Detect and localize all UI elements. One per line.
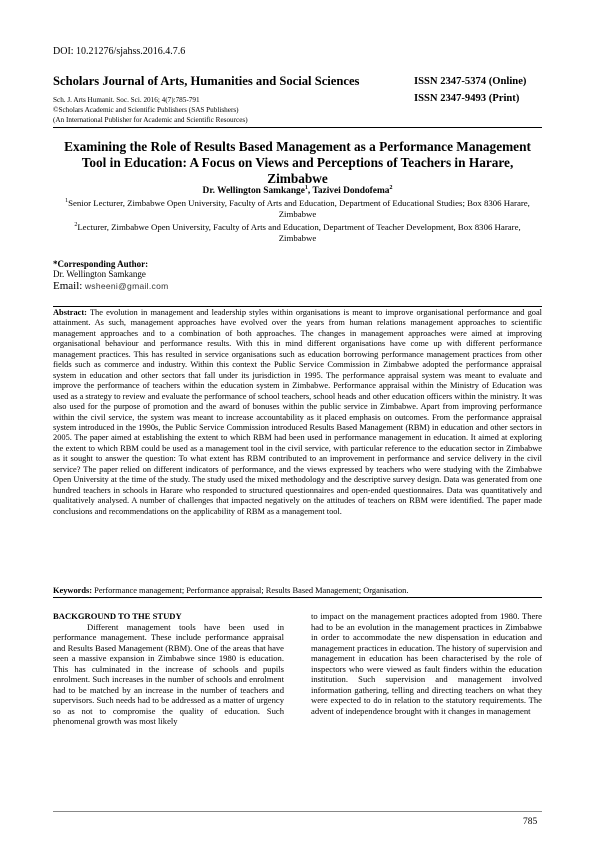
affiliation	[63, 198, 532, 220]
corresponding-author-label: *Corresponding Author:	[53, 259, 149, 269]
doi: DOI: 10.21276/sjahss.2016.4.7.6	[53, 46, 186, 57]
header-divider	[53, 127, 542, 128]
author-separator: ,	[307, 186, 313, 196]
journal-title: Scholars Journal of Arts, Humanities and Social Sciences	[53, 74, 360, 88]
keywords	[53, 586, 542, 596]
body-paragraph: to impact on the management practices adopted from 1980. There had to be an evolution in the management practices in Zimbabwe in order to accommodate the new dispensation in education and management practices in education. The history of supervision and management in education has been characterised by the role of inspectors who were viewed as fault finders within the education institution. Such supervision and management involved information gathering, telling and directing teachers on what they were expected to do in relation to the statutory requirements. The advent of independence brought with it changes in management	[311, 611, 542, 716]
abstract-text: The evolution in management and leadership styles within organisations is meant to improve organisational performance and goal attainment. As such, management approaches have evolved over the years from human relations management approaches to scientific management approaches and to a combination of both approaches. The changes in management approaches were aimed at improving organisational behaviour and performance results. With this in mind different organisations have come up with different performance management practices. This has resulted in service organisations such as education borrowing performance management practices from other fields such as commerce and industry. Within this context the Public Service Commission in Zimbabwe adopted the performance appraisal system in education and other sectors that fall under its jurisdiction in 1995. The performance appraisal system was meant to evaluate and improve the performance of teachers within the education system in Zimbabwe. Performance appraisal within the Ministry of Education was used as a strategy to review and evaluate the performance of school teachers, school heads and other education officers within the ministry. It was also used for the purpose of promotion and the award of bonuses within the public service in Zimbabwe. Apart from improving performance within the civil service, the system was meant to increase accountability as it placed emphasis on outcomes. From the performance appraisal system introduced in the 1990s, the Public Service Commission introduced Results Based Management (RBM) in education and other sectors in 2005. The paper aimed at establishing the extent to which RBM had been used in performance management in education. It aimed at exploring the extent to which RBM could be used as a management tool in the civil service, with particular reference to the education sector in Zimbabwe as it sought to answer the question: To what extent has RBM contributed to an improvement in performance and service delivery in the civil service? The paper relied on different indicators of performance, and the views expressed by teachers who were studying with the Zimbabwe Open University at the time of the study. The study used the mixed methodology and the descriptive survey design. Data was generated from one hundred teachers in schools in Harare who responded to structured questionnaires and open-ended questionnaires. Data was quantitatively and qualitatively analysed. A number of challenges that impacted negatively on the attitudes of teachers on RBM were identified. The paper made conclusions and recommendations on the applicability of RBM as a management tool.	[53, 308, 542, 516]
publisher-note: (An International Publisher for Academic and Scientific Resources)	[53, 116, 248, 124]
issn-print: ISSN 2347-9493 (Print)	[414, 93, 520, 104]
author-affiliation-mark: 1	[304, 184, 308, 191]
section-heading: BACKGROUND TO THE STUDY	[53, 611, 182, 621]
abstract	[53, 308, 542, 517]
author-name: Tazivei Dondofema	[312, 186, 390, 196]
corresponding-author-name: Dr. Wellington Samkange	[53, 269, 146, 279]
publisher: ©Scholars Academic and Scientific Publishers (SAS Publishers)	[53, 106, 239, 114]
author-affiliation-mark: 2	[389, 184, 393, 191]
email-address: wsheeni@gmail.com	[84, 281, 169, 291]
email-row	[53, 280, 168, 292]
article-title: Examining the Role of Results Based Management as a Performance Management Tool in Education: A Focus on Views and Perceptions of Teachers in Harare, Zimbabwe	[64, 139, 531, 186]
author-name: Dr. Wellington Samkange	[202, 186, 305, 196]
affiliation-text: Senior Lecturer, Zimbabwe Open University, Faculty of Arts and Education, Department of Educational Studies; Box 8306 Harare, Zimbabwe	[68, 198, 530, 219]
email-label: Email:	[53, 280, 83, 292]
abstract-label: Abstract:	[53, 308, 87, 317]
affiliation-mark: 2	[74, 222, 78, 229]
author-list	[53, 186, 542, 196]
body-column-left	[53, 611, 284, 727]
keywords-text: Performance management; Performance appraisal; Results Based Management; Organisation.	[92, 586, 409, 595]
keywords-label: Keywords:	[53, 586, 93, 595]
body-column-right	[311, 611, 542, 716]
footer-divider	[53, 811, 542, 812]
issn-online: ISSN 2347-5374 (Online)	[414, 76, 527, 87]
body-paragraph: Different management tools have been used in performance management. These include performance appraisal and Results Based Management (RBM). One of the areas that have seen a massive expansion in Zimbabwe since 1980 is education. This has culminated in the increase of schools and pupils enrolment. Such increases in the number of schools and enrolment had to be matched by an increase in the number of teachers and supervisors. Such needs had to be addressed as a matter of urgency so as not to compromise the quality of education. Such phenomenal growth was most likely	[53, 621, 284, 727]
affiliation-text: Lecturer, Zimbabwe Open University, Faculty of Arts and Education, Department of Teacher Development, Box 8306 Harare, Zimbabwe	[77, 222, 521, 243]
affiliation-mark: 1	[65, 198, 69, 205]
affiliation	[63, 222, 532, 244]
page-number: 785	[523, 817, 538, 827]
citation: Sch. J. Arts Humanit. Soc. Sci. 2016; 4(7):785-791	[53, 96, 200, 104]
